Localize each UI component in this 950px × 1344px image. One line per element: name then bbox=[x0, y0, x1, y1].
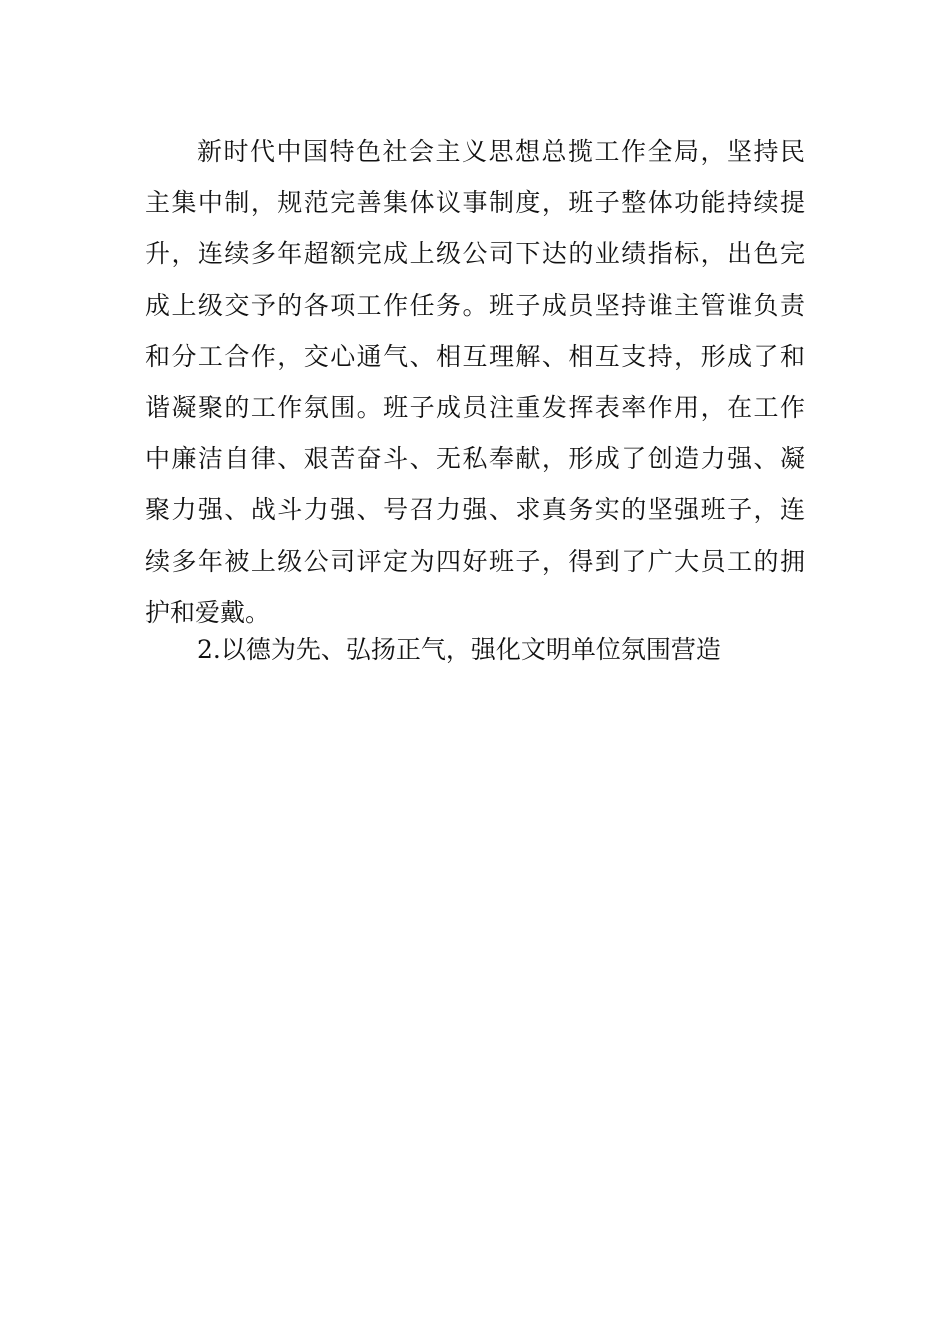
paragraph-line: 聚力强、战斗力强、号召力强、求真务实的坚强班子，连 bbox=[145, 495, 805, 525]
paragraph-line: 成上级交予的各项工作任务。班子成员坚持谁主管谁负责 bbox=[145, 290, 805, 320]
paragraph-line: 续多年被上级公司评定为四好班子，得到了广大员工的拥 bbox=[145, 546, 805, 576]
paragraph-line: 中廉洁自律、艰苦奋斗、无私奉献，形成了创造力强、凝 bbox=[145, 444, 805, 474]
paragraph-line: 新时代中国特色社会主义思想总揽工作全局，坚持民 bbox=[197, 137, 805, 166]
body-paragraph bbox=[145, 126, 805, 638]
section-heading: 2.以德为先、弘扬正气，强化文明单位氛围营造 bbox=[197, 635, 721, 664]
paragraph-line: 护和爱戴。 bbox=[145, 597, 271, 627]
paragraph-line: 升，连续多年超额完成上级公司下达的业绩指标，出色完 bbox=[145, 239, 805, 269]
paragraph-line: 主集中制，规范完善集体议事制度，班子整体功能持续提 bbox=[145, 188, 805, 218]
paragraph-line: 和分工合作，交心通气、相互理解、相互支持，形成了和 bbox=[145, 341, 805, 371]
paragraph-line: 谐凝聚的工作氛围。班子成员注重发挥表率作用，在工作 bbox=[145, 392, 805, 422]
